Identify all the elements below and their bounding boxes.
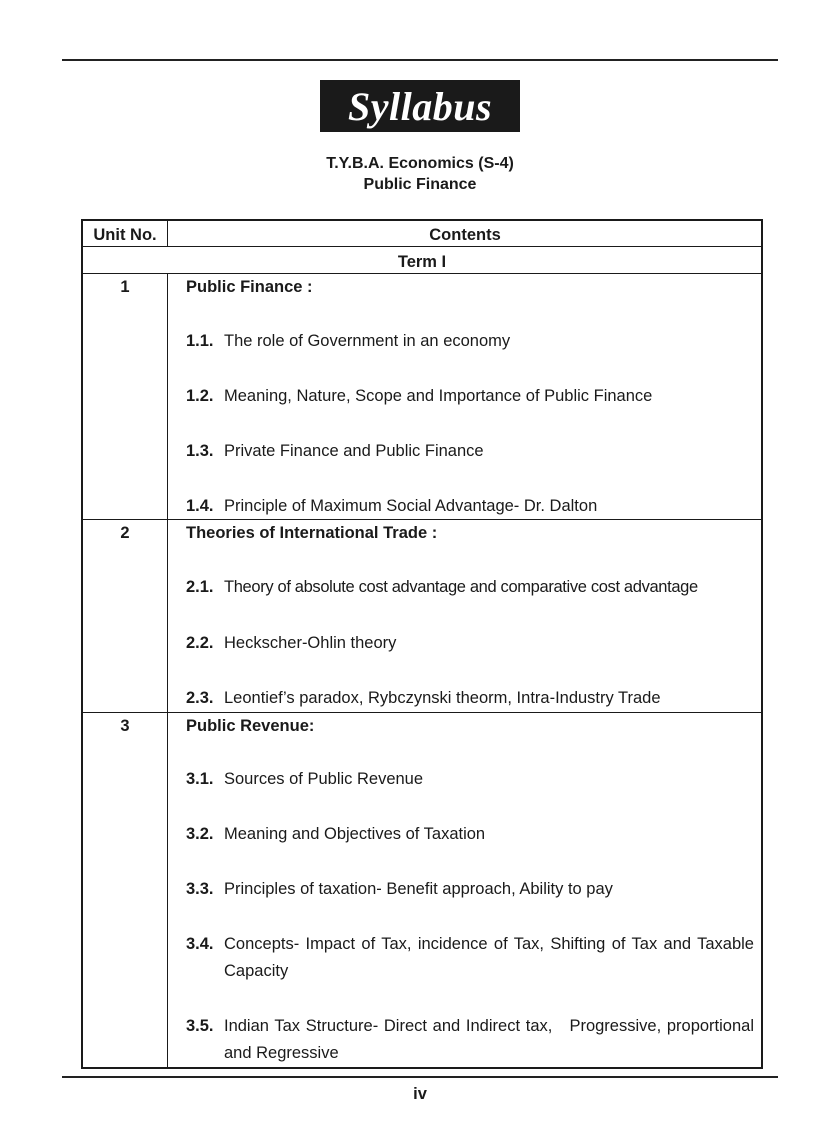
item-text: Sources of Public Revenue (224, 770, 424, 788)
item-number: 3.5. (186, 1017, 214, 1035)
item-text: Indian Tax Structure- Direct and Indirect tax, Progressive, proportional and Regressive (224, 1017, 759, 1062)
divider (83, 712, 761, 713)
list-item (186, 821, 754, 848)
unit-number: 1 (120, 278, 130, 296)
unit-number: 3 (120, 717, 130, 735)
item-text: Meaning, Nature, Scope and Importance of Public Finance (224, 387, 653, 405)
item-number: 2.2. (186, 634, 214, 652)
item-number: 3.2. (186, 825, 214, 843)
item-text: Leontief’s paradox, Rybczynski theorm, Intra-Industry Trade (224, 689, 661, 707)
header-contents: Contents (429, 226, 501, 244)
item-number: 3.3. (186, 880, 214, 898)
item-number: 3.1. (186, 770, 214, 788)
item-number: 2.1. (186, 578, 214, 596)
list-item (186, 931, 754, 985)
item-text: Heckscher-Ohlin theory (224, 634, 397, 652)
list-item (186, 383, 754, 410)
list-item (186, 328, 754, 355)
item-number: 1.3. (186, 442, 214, 460)
column-divider (167, 273, 168, 1067)
term-label: Term I (397, 253, 447, 271)
header-unit-no: Unit No. (93, 226, 157, 244)
item-number: 1.2. (186, 387, 214, 405)
item-text: Concepts- Impact of Tax, incidence of Tax, Shifting of Tax and Taxable Capacity (224, 935, 754, 980)
item-text: Theory of absolute cost advantage and comparative cost advantage (224, 578, 698, 596)
divider (83, 246, 761, 247)
syllabus-table (81, 219, 763, 1069)
syllabus-title: Syllabus (320, 80, 520, 132)
unit-number: 2 (120, 524, 130, 542)
item-text: Private Finance and Public Finance (224, 442, 484, 460)
list-item (186, 685, 754, 712)
item-text: Meaning and Objectives of Taxation (224, 825, 486, 843)
list-item (186, 1013, 759, 1067)
item-number: 3.4. (186, 935, 214, 953)
unit-title: Theories of International Trade : (186, 524, 438, 542)
page-number: iv (413, 1085, 427, 1103)
course-name: T.Y.B.A. Economics (S-4) (326, 155, 514, 172)
list-item (186, 438, 754, 465)
list-item (186, 493, 754, 520)
item-number: 1.4. (186, 497, 214, 515)
top-rule (62, 59, 778, 61)
list-item (186, 630, 754, 657)
subject-name: Public Finance (363, 176, 477, 193)
list-item (186, 574, 754, 601)
item-number: 2.3. (186, 689, 214, 707)
item-number: 1.1. (186, 332, 214, 350)
divider (83, 273, 761, 274)
unit-title: Public Revenue: (186, 717, 315, 735)
item-text: Principles of taxation- Benefit approach, Ability to pay (224, 880, 613, 898)
column-divider (167, 221, 168, 246)
item-text: Principle of Maximum Social Advantage- Dr. Dalton (224, 497, 598, 515)
unit-title: Public Finance : (186, 278, 313, 296)
list-item (186, 876, 754, 903)
divider (83, 519, 761, 520)
item-text: The role of Government in an economy (224, 332, 511, 350)
bottom-rule (62, 1076, 778, 1078)
list-item (186, 766, 754, 793)
